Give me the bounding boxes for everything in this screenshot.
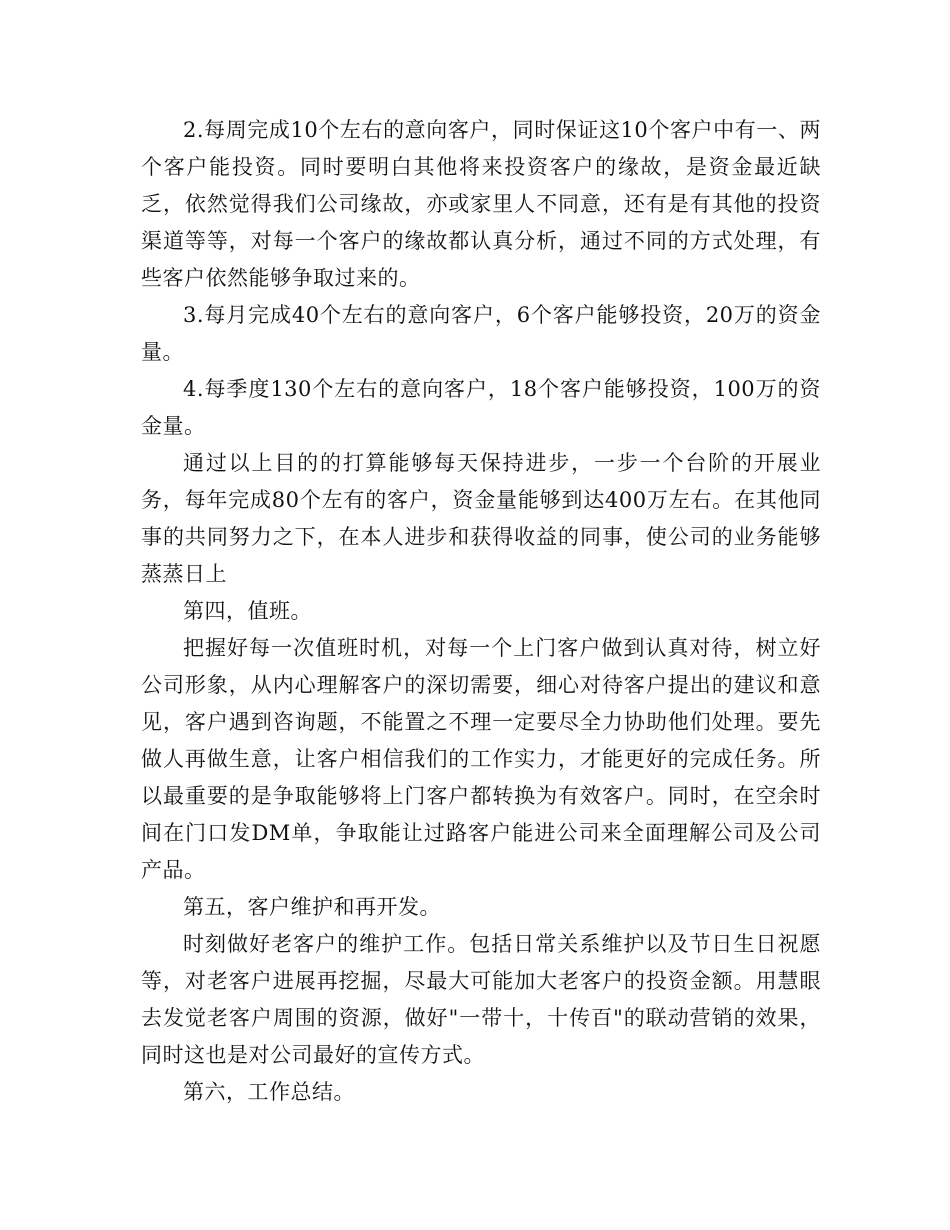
paragraph-weekly-goal: 2.每周完成10个左右的意向客户，同时保证这10个客户中有一、两个客户能投资。同时要明白其他将来投资客户的缘故，是资金最近缺乏，依然觉得我们公司缘故，亦或家里人不同意，还有是有其他的投资渠道等等，对每一个客户的缘故都认真分析，通过不同的方式处理，有些客户依然能够争取过来的。 bbox=[141, 118, 821, 290]
heading-work-summary: 第六，工作总结。 bbox=[183, 1080, 355, 1104]
paragraph-duty: 把握好每一次值班时机，对每一个上门客户做到认真对待，树立好公司形象，从内心理解客户的深切需要，细心对待客户提出的建议和意见，客户遇到咨询题，不能置之不理一定要尽全力协助他们处理。要先做人再做生意，让客户相信我们的工作实力，才能更好的完成任务。所以最重要的是争取能够将上门客户都转换为有效客户。同时，在空余时间在门口发DM单，争取能让过路客户能进公司来全面理解公司及公司产品。 bbox=[141, 636, 821, 882]
document-body bbox=[141, 112, 821, 1111]
paragraph-quarterly-goal: 4.每季度130个左右的意向客户，18个客户能够投资，100万的资金量。 bbox=[141, 377, 821, 438]
paragraph-annual-summary: 通过以上目的的打算能够每天保持进步，一步一个台阶的开展业务，每年完成80个左有的客户，资金量能够到达400万左右。在其他同事的共同努力之下，在本人进步和获得收益的同事，使公司的业务能够蒸蒸日上 bbox=[141, 451, 821, 586]
heading-duty: 第四，值班。 bbox=[183, 599, 312, 623]
paragraph-customer-maintenance: 时刻做好老客户的维护工作。包括日常关系维护以及节日生日祝愿等，对老客户进展再挖掘，尽最大可能加大老客户的投资金额。用慧眼去发觉老客户周围的资源，做好"一带十，十传百"的联动营销的效果，同时这也是对公司最好的宣传方式。 bbox=[141, 932, 821, 1067]
heading-customer-maintenance: 第五，客户维护和再开发。 bbox=[183, 895, 441, 919]
paragraph-monthly-goal: 3.每月完成40个左右的意向客户，6个客户能够投资，20万的资金量。 bbox=[141, 303, 821, 364]
